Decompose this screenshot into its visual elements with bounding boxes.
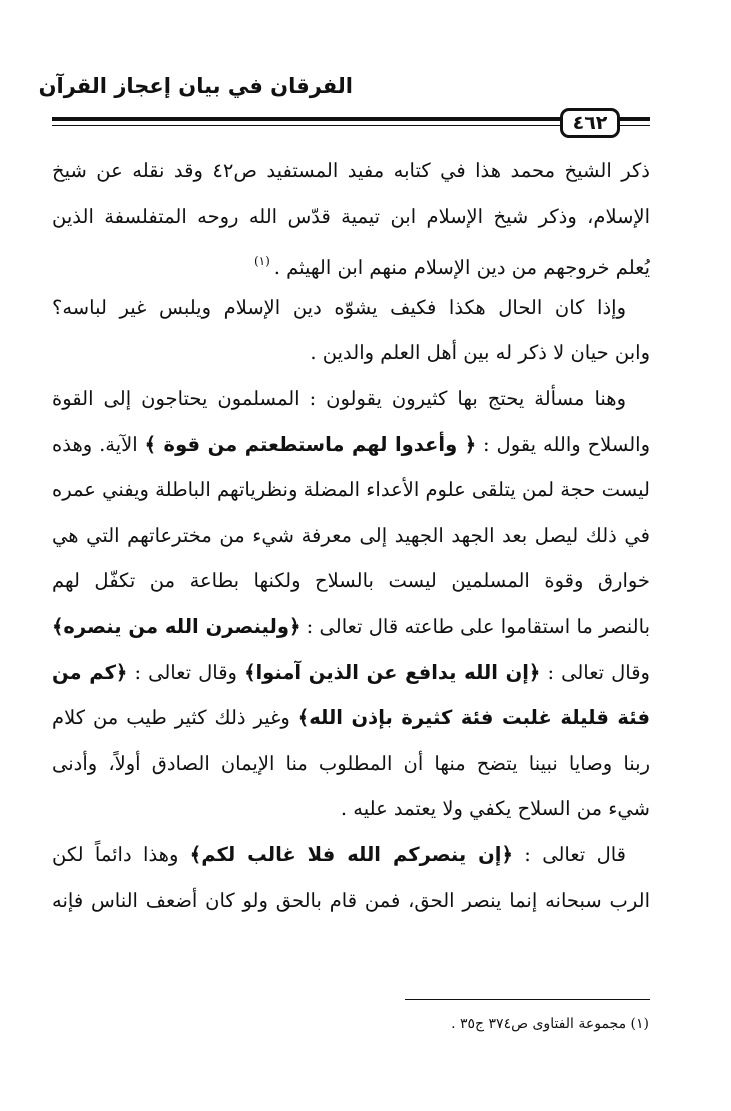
footnote-reference: (١) [253, 254, 270, 269]
header-rule-right-thin [620, 125, 650, 126]
text-line: في ذلك ليصل بعد الجهد الجهيد إلى معرفة شيء من مخترعاتهم التي هي [52, 523, 650, 547]
text-line: وهنا مسألة يحتج بها كثيرون يقولون : المسلمون يحتاجون إلى القوة [52, 386, 626, 410]
text-line: وإذا كان الحال هكذا فكيف يشوّه دين الإسلام ويلبس غير لباسه؟ [52, 295, 626, 319]
quran-verse: ﴿ وأعدوا لهم ماستطعتم من قوة ﴾ [144, 432, 477, 456]
text-line [52, 695, 650, 741]
text-line [52, 650, 650, 696]
text-span: قال تعالى : [524, 842, 627, 866]
quran-verse: ﴿ولينصرن الله من ينصره﴾ [52, 614, 301, 638]
text-span: الآية. وهذه [52, 432, 138, 456]
footnote: (١) مجموعة الفتاوى ص٣٧٤ ج٣٥ . [451, 1016, 649, 1032]
text-span: والسلاح والله يقول : [483, 432, 650, 456]
header-rule-right [620, 117, 650, 121]
running-title: الفرقان في بيان إعجاز القرآن [38, 74, 353, 98]
text-span: وهذا دائماً لكن [52, 842, 179, 866]
text-line: وابن حيان لا ذكر له بين أهل العلم والدين . [310, 341, 650, 365]
text-line [52, 239, 650, 285]
quran-verse: ﴿كم من [52, 660, 128, 684]
text-span: يُعلم خروجهم من دين الإسلام منهم ابن الهيثم . [273, 256, 650, 280]
quran-verse: ﴿إن ينصركم الله فلا غالب لكم﴾ [189, 842, 513, 866]
page-number: ٤٦٢ [560, 108, 620, 138]
quran-verse: فئة قليلة غلبت فئة كثيرة بإذن الله﴾ [297, 706, 650, 730]
text-line: ليست حجة لمن يتلقى علوم الأعداء المضلة ونظرياتهم الباطلة ويفني عمره [52, 478, 650, 502]
text-line: الرب سبحانه إنما ينصر الحق، فمن قام بالحق ولو كان أضعف الناس فإنه [52, 888, 650, 912]
text-line [52, 832, 650, 878]
text-line: ربنا وصايا نبينا يتضح منها أن المطلوب منا الإيمان الصادق أولاً، وأدنى [52, 751, 650, 775]
text-line: ذكر الشيخ محمد هذا في كتابه مفيد المستفيد ص٤٢ وقد نقله عن شيخ [52, 159, 650, 182]
text-line [52, 422, 650, 468]
text-span: وقال تعالى : [134, 660, 237, 684]
quran-verse: ﴿إن الله يدافع عن الذين آمنوا﴾ [244, 660, 541, 684]
text-span: وقال تعالى : [547, 660, 650, 684]
text-span: بالنصر ما استقاموا على طاعته قال تعالى : [306, 614, 650, 638]
text-line [52, 604, 650, 650]
body-text [52, 148, 650, 923]
text-line: خوارق وقوة المسلمين ليست بالسلاح ولكنها بطاعة من تكفّل لهم [52, 569, 650, 593]
text-line: الإسلام، وذكر شيخ الإسلام ابن تيمية قدّس الله روحه المتفلسفة الذين [52, 204, 650, 228]
header-rule-left-thin [52, 125, 560, 126]
footnote-divider [405, 999, 650, 1000]
text-line: شيء من السلاح يكفي ولا يعتمد عليه . [340, 797, 650, 821]
header-rule-left [52, 117, 560, 121]
text-span: وغير ذلك كثير طيب من كلام [52, 706, 290, 730]
